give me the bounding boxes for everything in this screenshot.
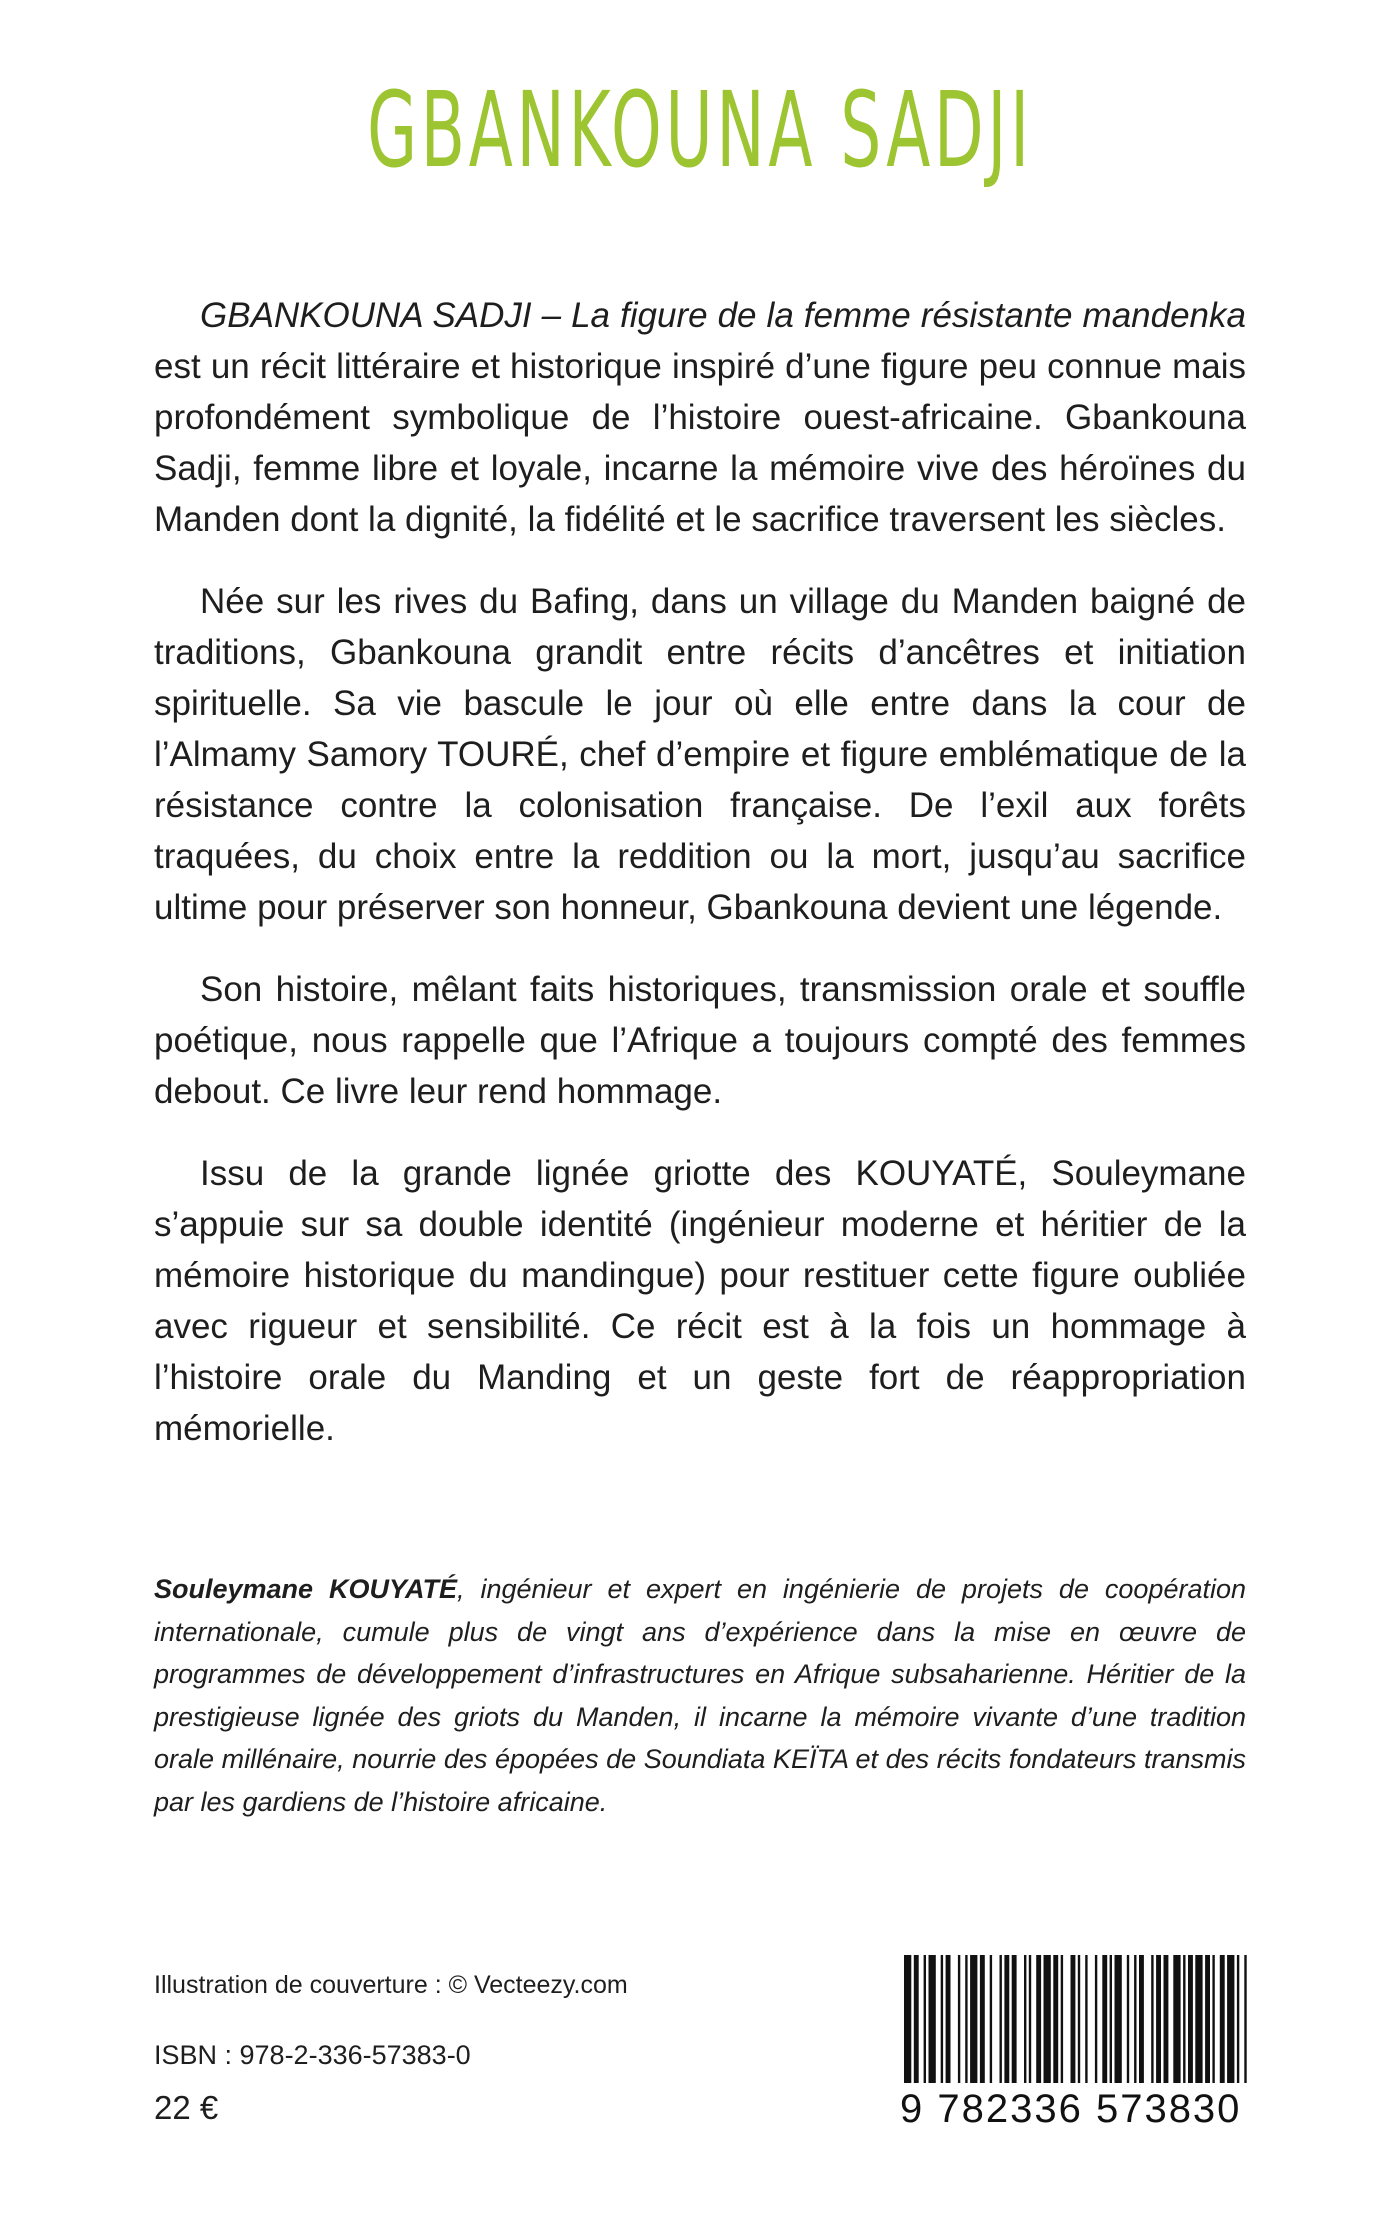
book-summary <box>154 290 1246 1485</box>
summary-paragraph-1 <box>154 290 1246 545</box>
illustration-credit: Illustration de couverture : © Vecteezy.com <box>154 1971 628 1999</box>
author-bio <box>154 1568 1246 1823</box>
book-title: GBANKOUNA SADJI <box>367 69 1033 191</box>
price: 22 € <box>154 2089 219 2126</box>
author-bio-text: , ingénieur et expert en ingénierie de projets de coopération internationale, cumule plus de vingt ans d’expérience dans la mise en œuvre de programmes de développement d’infrastructures en Afrique subsaharienne. Héritier de la prestigieuse lignée des griots du Manden, il incarne la mémoire vivante d’une tradition orale millénaire, nourrie des épopées de Soundiata KEÏTA et des récits fondateurs transmis par les gardiens de l’histoire africaine. <box>154 1574 1247 1817</box>
summary-lead-text: est un récit littéraire et historique inspiré d’une figure peu connue mais profondément symbolique de l’histoire ouest-africaine. Gbankouna Sadji, femme libre et loyale, incarne la mémoire vive des héroïnes du Manden dont la dignité, la fidélité et le sacrifice traversent les siècles. <box>154 347 1246 539</box>
isbn: ISBN : 978-2-336-57383-0 <box>154 2040 471 2070</box>
author-name: Souleymane KOUYATÉ <box>154 1574 458 1604</box>
summary-paragraph-4: Issu de la grande lignée griotte des KOUYATÉ, Souleymane s’appuie sur sa double identité (ingénieur moderne et héritier de la mémoire historique du mandingue) pour restituer cette figure oubliée avec rigueur et sensibilité. Ce récit est à la fois un hommage à l’histoire orale du Manding et un geste fort de réappropriation mémorielle. <box>154 1154 1246 1448</box>
summary-lead-title: GBANKOUNA SADJI – La figure de la femme résistante mandenka <box>200 296 1246 335</box>
summary-paragraph-3: Son histoire, mêlant faits historiques, transmission orale et souffle poétique, nous rappelle que l’Afrique a toujours compté des femmes debout. Ce livre leur rend hommage. <box>154 970 1246 1111</box>
barcode-number: 9 782336 573830 <box>900 2087 1242 2131</box>
summary-paragraph-2: Née sur les rives du Bafing, dans un village du Manden baigné de traditions, Gbankouna grandit entre récits d’ancêtres et initiation spirituelle. Sa vie bascule le jour où elle entre dans la cour de l’Almamy Samory TOURÉ, chef d’empire et figure emblématique de la résistance contre la colonisation française. De l’exil aux forêts traquées, du choix entre la reddition ou la mort, jusqu’au sacrifice ultime pour préserver son honneur, Gbankouna devient une légende. <box>154 582 1246 927</box>
